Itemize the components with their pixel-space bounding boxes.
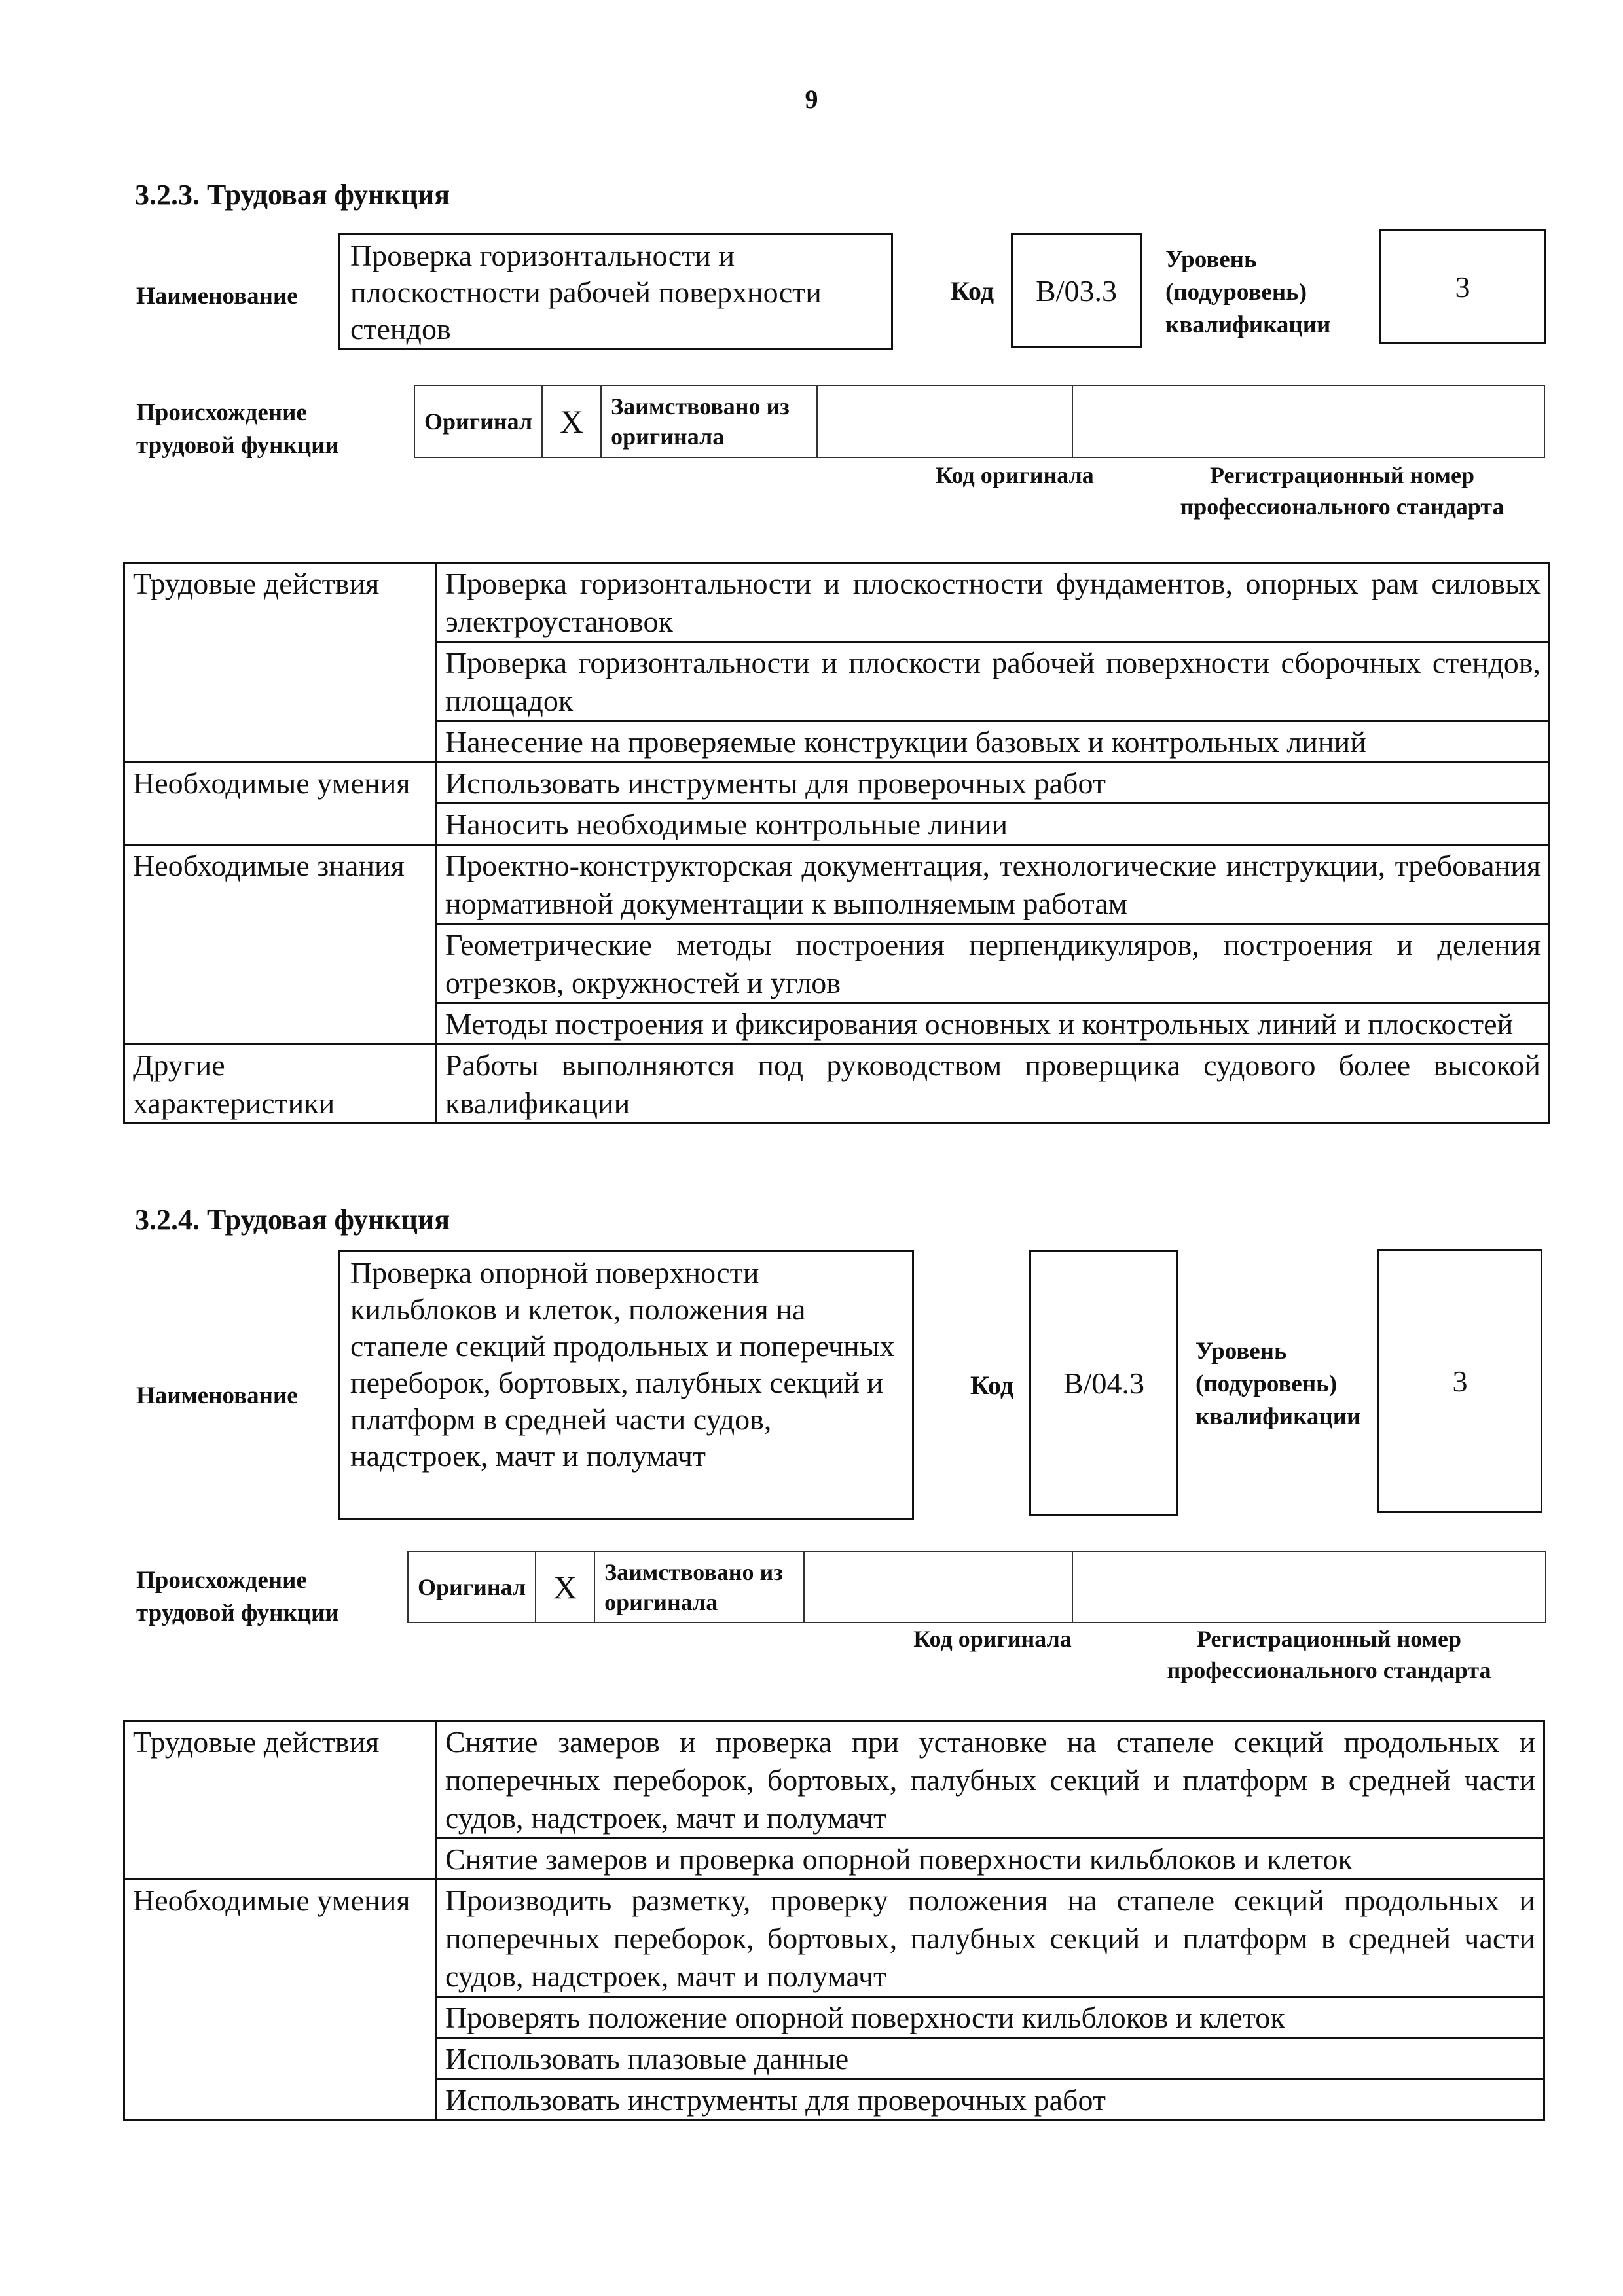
original-mark: X: [542, 386, 601, 457]
code-value: B/03.3: [1036, 274, 1117, 308]
row-item: Геометрические методы построения перпендикуляров, построения и деления отрезков, окружностей и углов: [437, 924, 1550, 1003]
reg-number-cell: [1072, 1552, 1546, 1623]
original-label: Оригинал: [414, 386, 542, 457]
name-label: Наименование: [136, 283, 298, 310]
row-header: Необходимые умения: [124, 762, 437, 845]
row-item: Наносить необходимые контрольные линии: [437, 804, 1550, 845]
code-value: B/04.3: [1063, 1366, 1144, 1400]
borrowed-label: Заимствовано из оригинала: [594, 1552, 804, 1623]
function-details-table: [123, 1720, 1545, 2121]
row-header: Трудовые действия: [124, 1721, 437, 1880]
code-original-caption: Код оригинала: [913, 1626, 1072, 1652]
row-item: Использовать инструменты для проверочных работ: [437, 762, 1550, 804]
function-name-box: [338, 233, 893, 350]
function-details-table: [123, 562, 1550, 1124]
section-title: 3.2.3. Трудовая функция: [135, 179, 450, 211]
row-item: Проверять положение опорной поверхности кильблоков и клеток: [437, 1997, 1544, 2038]
row-item: Проектно-конструкторская документация, технологические инструкции, требования нормативной документации к выполняемым работам: [437, 845, 1550, 924]
level-value: 3: [1452, 1364, 1468, 1398]
level-label: Уровень (подуровень) квалификации: [1195, 1338, 1361, 1430]
origin-table: [414, 385, 1545, 458]
origin-label: Происхождение трудовой функции: [136, 1567, 339, 1626]
row-header: Другие характеристики: [124, 1045, 437, 1124]
function-name: Проверка горизонтальности и плоскостности рабочей поверхности стендов: [350, 239, 822, 346]
row-item: Снятие замеров и проверка опорной поверхности кильблоков и клеток: [437, 1839, 1544, 1880]
code-original-caption: Код оригинала: [936, 462, 1094, 488]
row-item: Проверка горизонтальности и плоскостности фундаментов, опорных рам силовых электроустановок: [437, 563, 1550, 642]
level-box: [1379, 229, 1546, 344]
section-title: 3.2.4. Трудовая функция: [135, 1204, 450, 1236]
row-item: Использовать плазовые данные: [437, 2038, 1544, 2079]
reg-number-caption: Регистрационный номер профессионального стандарта: [1167, 1626, 1491, 1683]
level-label: Уровень (подуровень) квалификации: [1165, 246, 1331, 338]
function-name: Проверка опорной поверхности кильблоков и клеток, положения на стапеле секций продольных и поперечных переборок, бортовых, палубных секций и платформ в средней части судов, надстроек, мачт и полумачт: [350, 1256, 895, 1473]
code-label: Код: [970, 1371, 1014, 1400]
original-label: Оригинал: [408, 1552, 536, 1623]
row-header: Необходимые знания: [124, 845, 437, 1045]
code-box: [1011, 233, 1142, 348]
row-item: Производить разметку, проверку положения на стапеле секций продольных и поперечных переборок, бортовых, палубных секций и платформ в средней части судов, надстроек, мачт и полумачт: [437, 1880, 1544, 1997]
code-original-cell: [804, 1552, 1072, 1623]
original-mark: X: [536, 1552, 594, 1623]
code-label: Код: [951, 276, 994, 306]
borrowed-label: Заимствовано из оригинала: [601, 386, 817, 457]
row-item: Проверка горизонтальности и плоскости рабочей поверхности сборочных стендов, площадок: [437, 642, 1550, 721]
row-item: Использовать инструменты для проверочных работ: [437, 2079, 1544, 2121]
level-box: [1377, 1249, 1542, 1513]
page-number: 9: [805, 84, 818, 114]
level-value: 3: [1455, 270, 1470, 304]
reg-number-cell: [1072, 386, 1544, 457]
row-item: Снятие замеров и проверка при установке на стапеле секций продольных и поперечных переборок, бортовых, палубных секций и платформ в средней части судов, надстроек, мачт и полумачт: [437, 1721, 1544, 1839]
function-name-box: [338, 1250, 914, 1520]
code-original-cell: [817, 386, 1072, 457]
row-item: Методы построения и фиксирования основных и контрольных линий и плоскостей: [437, 1003, 1550, 1045]
name-label: Наименование: [136, 1382, 298, 1409]
origin-label: Происхождение трудовой функции: [136, 399, 339, 459]
row-header: Необходимые умения: [124, 1880, 437, 2121]
row-header: Трудовые действия: [124, 563, 437, 762]
reg-number-caption: Регистрационный номер профессионального стандарта: [1180, 462, 1504, 520]
row-item: Нанесение на проверяемые конструкции базовых и контрольных линий: [437, 721, 1550, 762]
origin-table: [407, 1551, 1546, 1623]
row-item: Работы выполняются под руководством проверщика судового более высокой квалификации: [437, 1045, 1550, 1124]
code-box: [1029, 1250, 1178, 1516]
